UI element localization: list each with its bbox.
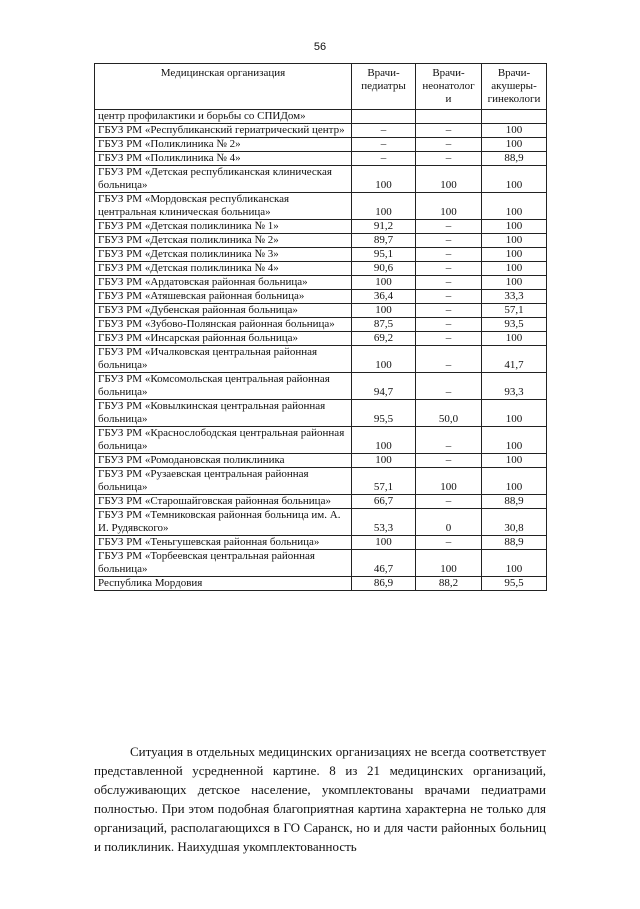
cell-org: ГБУЗ РМ «Атяшевская районная больница»: [95, 290, 352, 304]
cell-obstetricians: 100: [482, 332, 547, 346]
cell-pediatricians: 95,5: [352, 400, 416, 427]
cell-neonatologists: 88,2: [416, 577, 482, 591]
cell-obstetricians: 33,3: [482, 290, 547, 304]
table-row: [95, 248, 547, 262]
cell-pediatricians: 100: [352, 346, 416, 373]
cell-pediatricians: 87,5: [352, 318, 416, 332]
cell-org: ГБУЗ РМ «Республиканский гериатрический центр»: [95, 124, 352, 138]
cell-neonatologists: –: [416, 304, 482, 318]
header-obstetricians: Врачи-акушеры-гинекологи: [482, 64, 547, 110]
table-row: [95, 454, 547, 468]
cell-org: ГБУЗ РМ «Краснослободская центральная районная больница»: [95, 427, 352, 454]
cell-org: ГБУЗ РМ «Теньгушевская районная больница»: [95, 536, 352, 550]
cell-obstetricians: 100: [482, 220, 547, 234]
cell-pediatricians: 91,2: [352, 220, 416, 234]
cell-org: ГБУЗ РМ «Детская поликлиника № 1»: [95, 220, 352, 234]
cell-neonatologists: –: [416, 536, 482, 550]
cell-obstetricians: 88,9: [482, 495, 547, 509]
cell-pediatricians: 94,7: [352, 373, 416, 400]
cell-pediatricians: 100: [352, 454, 416, 468]
header-neonatologists: Врачи-неонатологи: [416, 64, 482, 110]
cell-obstetricians: 100: [482, 400, 547, 427]
body-paragraph: Ситуация в отдельных медицинских организациях не всегда соответствует представленной усредненной картине. 8 из 21 медицинских организаций, обслуживающих детское население, укомплектованы врачами педиатрами полностью. При этом подобная благоприятная картина характерна не только для организаций, располагающихся в ГО Саранск, но и для части районных больниц и поликлиник. Наихудшая укомплектованность: [94, 744, 546, 854]
table-row: [95, 110, 547, 124]
cell-org: центр профилактики и борьбы со СПИДом»: [95, 110, 352, 124]
cell-obstetricians: 100: [482, 124, 547, 138]
table-row: [95, 290, 547, 304]
cell-obstetricians: 100: [482, 276, 547, 290]
cell-neonatologists: –: [416, 124, 482, 138]
cell-obstetricians: 100: [482, 166, 547, 193]
cell-neonatologists: –: [416, 248, 482, 262]
table-row: [95, 400, 547, 427]
cell-obstetricians: 100: [482, 234, 547, 248]
cell-pediatricians: 100: [352, 193, 416, 220]
page-number: 56: [313, 41, 327, 53]
cell-pediatricians: 53,3: [352, 509, 416, 536]
cell-org: ГБУЗ РМ «Зубово-Полянская районная больница»: [95, 318, 352, 332]
table-row: [95, 332, 547, 346]
cell-obstetricians: 100: [482, 454, 547, 468]
cell-pediatricians: –: [352, 138, 416, 152]
table-row: [95, 138, 547, 152]
table-row: [95, 124, 547, 138]
cell-org: ГБУЗ РМ «Поликлиника № 2»: [95, 138, 352, 152]
cell-org: ГБУЗ РМ «Темниковская районная больница им. А. И. Рудявского»: [95, 509, 352, 536]
cell-neonatologists: –: [416, 495, 482, 509]
cell-neonatologists: 100: [416, 193, 482, 220]
header-org: Медицинская организация: [95, 64, 352, 110]
cell-pediatricians: 36,4: [352, 290, 416, 304]
table-row: [95, 550, 547, 577]
cell-org: ГБУЗ РМ «Комсомольская центральная районная больница»: [95, 373, 352, 400]
cell-org: ГБУЗ РМ «Дубенская районная больница»: [95, 304, 352, 318]
cell-org: ГБУЗ РМ «Поликлиника № 4»: [95, 152, 352, 166]
cell-neonatologists: –: [416, 318, 482, 332]
cell-obstetricians: 93,3: [482, 373, 547, 400]
table-row: [95, 427, 547, 454]
table-row: [95, 193, 547, 220]
cell-org: ГБУЗ РМ «Рузаевская центральная районная больница»: [95, 468, 352, 495]
cell-neonatologists: –: [416, 234, 482, 248]
cell-org: ГБУЗ РМ «Детская республиканская клиническая больница»: [95, 166, 352, 193]
table-header-row: [95, 64, 547, 110]
cell-org: ГБУЗ РМ «Ромодановская поликлиника: [95, 454, 352, 468]
cell-pediatricians: –: [352, 152, 416, 166]
cell-pediatricians: 57,1: [352, 468, 416, 495]
cell-org: ГБУЗ РМ «Детская поликлиника № 4»: [95, 262, 352, 276]
table-body: [95, 110, 547, 591]
cell-obstetricians: 88,9: [482, 536, 547, 550]
cell-neonatologists: [416, 110, 482, 124]
cell-obstetricians: 41,7: [482, 346, 547, 373]
cell-neonatologists: 0: [416, 509, 482, 536]
cell-neonatologists: –: [416, 276, 482, 290]
cell-org: ГБУЗ РМ «Детская поликлиника № 3»: [95, 248, 352, 262]
table-row: [95, 577, 547, 591]
cell-org: ГБУЗ РМ «Инсарская районная больница»: [95, 332, 352, 346]
cell-neonatologists: –: [416, 138, 482, 152]
cell-org: ГБУЗ РМ «Ковылкинская центральная районная больница»: [95, 400, 352, 427]
table-row: [95, 495, 547, 509]
cell-pediatricians: 100: [352, 304, 416, 318]
cell-pediatricians: 66,7: [352, 495, 416, 509]
cell-obstetricians: 100: [482, 550, 547, 577]
cell-obstetricians: 95,5: [482, 577, 547, 591]
cell-pediatricians: 46,7: [352, 550, 416, 577]
staffing-table: [94, 63, 547, 591]
cell-neonatologists: –: [416, 332, 482, 346]
cell-obstetricians: 100: [482, 193, 547, 220]
cell-pediatricians: 100: [352, 276, 416, 290]
cell-neonatologists: –: [416, 454, 482, 468]
cell-pediatricians: –: [352, 124, 416, 138]
table-row: [95, 262, 547, 276]
cell-pediatricians: 89,7: [352, 234, 416, 248]
cell-neonatologists: 100: [416, 550, 482, 577]
table-row: [95, 220, 547, 234]
table-row: [95, 152, 547, 166]
cell-neonatologists: –: [416, 373, 482, 400]
cell-org: ГБУЗ РМ «Торбеевская центральная районная больница»: [95, 550, 352, 577]
cell-obstetricians: 100: [482, 262, 547, 276]
cell-obstetricians: 88,9: [482, 152, 547, 166]
cell-org: ГБУЗ РМ «Старошайговская районная больница»: [95, 495, 352, 509]
cell-neonatologists: 100: [416, 166, 482, 193]
cell-obstetricians: 100: [482, 427, 547, 454]
cell-org: ГБУЗ РМ «Ичалковская центральная районная больница»: [95, 346, 352, 373]
cell-obstetricians: 30,8: [482, 509, 547, 536]
table-row: [95, 304, 547, 318]
cell-neonatologists: 50,0: [416, 400, 482, 427]
cell-org: ГБУЗ РМ «Мордовская республиканская центральная клиническая больница»: [95, 193, 352, 220]
cell-neonatologists: –: [416, 290, 482, 304]
table-row: [95, 234, 547, 248]
cell-pediatricians: 100: [352, 536, 416, 550]
cell-pediatricians: [352, 110, 416, 124]
cell-pediatricians: 100: [352, 427, 416, 454]
cell-pediatricians: 69,2: [352, 332, 416, 346]
cell-obstetricians: [482, 110, 547, 124]
cell-pediatricians: 86,9: [352, 577, 416, 591]
cell-pediatricians: 100: [352, 166, 416, 193]
table-row: [95, 536, 547, 550]
cell-neonatologists: 100: [416, 468, 482, 495]
cell-pediatricians: 95,1: [352, 248, 416, 262]
cell-org: ГБУЗ РМ «Ардатовская районная больница»: [95, 276, 352, 290]
cell-obstetricians: 100: [482, 138, 547, 152]
table-row: [95, 276, 547, 290]
cell-neonatologists: –: [416, 427, 482, 454]
table-row: [95, 468, 547, 495]
cell-obstetricians: 93,5: [482, 318, 547, 332]
table-row: [95, 166, 547, 193]
table-row: [95, 509, 547, 536]
cell-obstetricians: 57,1: [482, 304, 547, 318]
cell-neonatologists: –: [416, 220, 482, 234]
cell-obstetricians: 100: [482, 248, 547, 262]
cell-org: ГБУЗ РМ «Детская поликлиника № 2»: [95, 234, 352, 248]
table-row: [95, 346, 547, 373]
cell-neonatologists: –: [416, 346, 482, 373]
cell-org: Республика Мордовия: [95, 577, 352, 591]
table-row: [95, 318, 547, 332]
cell-neonatologists: –: [416, 262, 482, 276]
header-pediatricians: Врачи-педиатры: [352, 64, 416, 110]
table-row: [95, 373, 547, 400]
cell-obstetricians: 100: [482, 468, 547, 495]
cell-neonatologists: –: [416, 152, 482, 166]
cell-pediatricians: 90,6: [352, 262, 416, 276]
